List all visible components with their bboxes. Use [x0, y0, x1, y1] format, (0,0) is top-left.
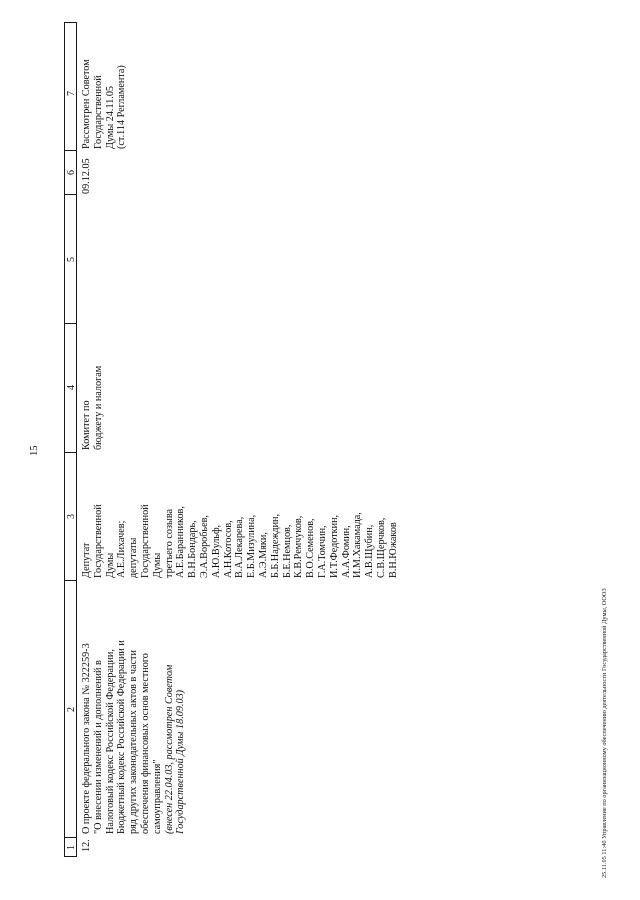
- column-divider-2-3: [64, 580, 77, 581]
- column-header-4: 4: [66, 385, 77, 390]
- committee-line: Комитет по: [81, 400, 92, 450]
- bill-title-line: Бюджетный кодекс Российской Федерации и: [116, 640, 128, 834]
- bill-title-line: самоуправления": [151, 759, 163, 834]
- initiator-line: Б.Е.Немцов,: [281, 524, 293, 578]
- column-divider-4-5: [64, 323, 77, 324]
- column-divider-3-4: [64, 452, 77, 453]
- column-divider-5-6: [64, 194, 77, 195]
- bill-title-line: О проекте федерального закона № 322259-3: [81, 643, 92, 834]
- table-border-left: [64, 22, 65, 857]
- column-divider-1-2: [64, 837, 77, 838]
- initiator-line: И.М.Хакамада,: [352, 512, 364, 578]
- initiator-line: С.В.Щерчков,: [375, 517, 387, 578]
- initiator-line: Государственной: [92, 504, 104, 578]
- initiator-line: Г.А.Томчин,: [316, 525, 328, 578]
- status-line: Государственной: [92, 75, 104, 149]
- bill-note-line: Государственной Думы 18.09.03): [175, 689, 187, 834]
- initiator-line: А.Н.Котосов,: [222, 520, 234, 578]
- bill-title: [81, 640, 187, 834]
- initiator-line: Государственной: [139, 504, 151, 578]
- column-header-3: 3: [66, 514, 77, 519]
- initiator-line: А.Е.Лихачев;: [116, 520, 128, 578]
- initiator-line: Е.Б.Мизулина,: [246, 514, 258, 578]
- initiator-line: В.А.Лекарева,: [234, 516, 246, 578]
- column-header-1: 1: [66, 845, 77, 850]
- decision-date: 09.12.05: [81, 158, 92, 194]
- status-line: (ст.114 Регламента): [116, 65, 128, 149]
- column-header-7: 7: [66, 91, 77, 96]
- initiator-line: третьего созыва: [163, 508, 175, 578]
- initiators-list: [81, 504, 400, 578]
- table-header-divider: [76, 22, 77, 857]
- initiator-line: Думы: [151, 552, 163, 578]
- bill-title-line: Налоговый кодекс Российской Федерации,: [104, 649, 116, 834]
- initiator-line: А.В.Щубин,: [364, 524, 376, 578]
- row-number: 12.: [81, 839, 92, 852]
- initiator-line: В.Н.Бондарь,: [187, 520, 199, 578]
- status: [81, 59, 128, 149]
- bill-title-line: ряд других законодательных актов в части: [128, 650, 140, 834]
- initiator-line: В.Н.Южаков: [387, 522, 399, 578]
- committee-line: бюджету и налогам: [92, 365, 104, 450]
- column-header-6: 6: [66, 170, 77, 175]
- page-number: 15: [29, 445, 40, 456]
- footer-fax-line: 25.11.05 11:40 Управление по организационному обеспечению деятельности Государственной Думы, ООО3: [601, 588, 608, 878]
- table-top-border: [64, 22, 77, 23]
- initiator-line: И.Т.Федоткин,: [328, 514, 340, 578]
- initiator-line: К.В.Ремчуков,: [293, 515, 305, 578]
- initiator-line: В.О.Семенов,: [305, 518, 317, 578]
- initiator-line: А.Ю.Вульф,: [210, 524, 222, 578]
- column-divider-6-7: [64, 150, 77, 151]
- initiator-line: Думы: [104, 552, 116, 578]
- initiator-line: Б.Б.Надеждин,: [269, 513, 281, 578]
- initiator-line: Э.А.Воробьев,: [198, 515, 210, 578]
- bill-title-line: обеспечения финансовых основ местного: [139, 653, 151, 834]
- table-bottom-border: [64, 856, 77, 857]
- committee: [81, 366, 105, 450]
- column-header-2: 2: [66, 707, 77, 712]
- column-header-5: 5: [66, 257, 77, 262]
- bill-note-line: (внесен 22.04.03, рассмотрен Советом: [163, 664, 175, 834]
- initiator-line: депутаты: [128, 537, 140, 578]
- status-line: Думы 24.11.05: [104, 85, 116, 149]
- initiator-line: А.Е.Баранников,: [175, 506, 187, 578]
- bill-title-line: "О внесении изменений и дополнений в: [92, 660, 104, 834]
- initiator-line: Депутат: [81, 542, 92, 578]
- initiator-line: А.А.Фомин,: [340, 525, 352, 578]
- initiator-line: А.Э.Мяки,: [257, 532, 269, 578]
- status-line: Рассмотрен Советом: [81, 59, 92, 149]
